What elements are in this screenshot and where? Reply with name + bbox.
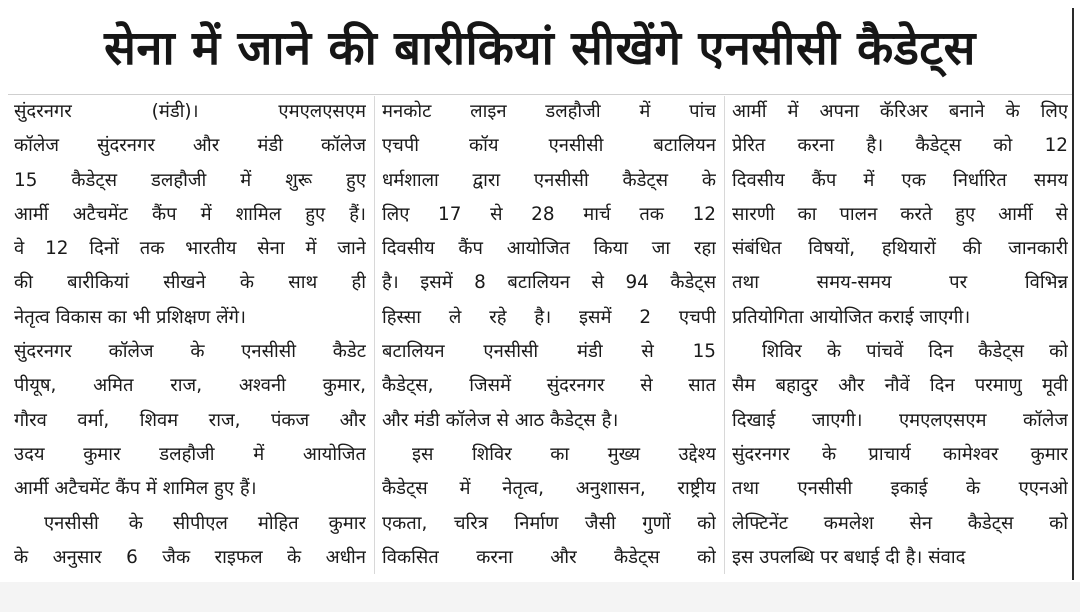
text-line: नेतृत्व विकास का भी प्रशिक्षण लेंगे। xyxy=(14,306,246,328)
article-column-3 xyxy=(732,95,1068,575)
headline: सेना में जाने की बारीकियां सीखेंगे एनसीसी कैडेट्स xyxy=(104,21,976,76)
article-column-1 xyxy=(14,95,366,575)
text-line: सुंदरनगर के प्राचार्य कामेश्वर कुमार xyxy=(732,443,1068,465)
bottom-margin xyxy=(0,582,1080,612)
text-line: के अनुसार 6 जैक राइफल के अधीन xyxy=(14,546,366,568)
text-line: लेफ्टिनेंट कमलेश सेन कैडेट्स को xyxy=(732,512,1068,534)
text-line: लिए 17 से 28 मार्च तक 12 xyxy=(382,203,716,225)
text-line: प्रतियोगिता आयोजित कराई जाएगी। xyxy=(732,306,971,328)
text-line: शिविर के पांचवें दिन कैडेट्स को xyxy=(762,341,1068,363)
text-line: उदय कुमार डलहौजी में आयोजित xyxy=(14,443,366,465)
text-line: सुंदरनगर कॉलेज के एनसीसी कैडेट xyxy=(14,341,366,363)
text-line: गौरव वर्मा, शिवम राज, पंकज और xyxy=(14,409,366,431)
text-line: संबंधित विषयों, हथियारों की जानकारी xyxy=(732,238,1068,260)
text-line: तथा समय-समय पर विभिन्न xyxy=(732,272,1068,294)
article-column-2 xyxy=(382,95,716,575)
text-line: धर्मशाला द्वारा एनसीसी कैडेट्स के xyxy=(382,169,716,191)
text-line: सैम बहादुर और नौवें दिन परमाणु मूवी xyxy=(732,375,1068,397)
text-line: कॉलेज सुंदरनगर और मंडी कॉलेज xyxy=(14,135,366,157)
text-line: आर्मी अटैचमेंट कैंप में शामिल हुए हैं। xyxy=(14,203,366,225)
text-line: है। इसमें 8 बटालियन से 94 कैडेट्स xyxy=(382,272,716,294)
text-line: सारणी का पालन करते हुए आर्मी से xyxy=(732,203,1068,225)
text-line: प्रेरित करना है। कैडेट्स को 12 xyxy=(732,135,1068,157)
text-line: एकता, चरित्र निर्माण जैसी गुणों को xyxy=(382,512,716,534)
text-line: हिस्सा ले रहे है। इसमें 2 एचपी xyxy=(382,306,716,328)
text-line: एचपी कॉय एनसीसी बटालियन xyxy=(382,135,716,157)
text-line: सुंदरनगर (मंडी)। एमएलएसएम xyxy=(14,101,366,122)
text-line: आर्मी में अपना कॅरिअर बनाने के लिए xyxy=(732,101,1068,122)
column-divider xyxy=(374,96,375,574)
text-line: दिवसीय कैंप आयोजित किया जा रहा xyxy=(382,238,716,260)
text-line: इस शिविर का मुख्य उद्देश्य xyxy=(412,443,716,465)
text-line: दिवसीय कैंप में एक निर्धारित समय xyxy=(732,169,1068,191)
text-line: तथा एनसीसी इकाई के एएनओ xyxy=(732,478,1068,500)
text-line: की बारीकियां सीखने के साथ ही xyxy=(14,272,366,294)
text-line: इस उपलब्धि पर बधाई दी है। संवाद xyxy=(732,546,966,568)
text-line: आर्मी अटैचमेंट कैंप में शामिल हुए हैं। xyxy=(14,478,257,500)
text-line: वे 12 दिनों तक भारतीय सेना में जाने xyxy=(14,238,366,260)
text-line: मनकोट लाइन डलहौजी में पांच xyxy=(382,101,716,122)
column-divider xyxy=(724,96,725,574)
page-edge-rule xyxy=(1072,8,1074,580)
text-line: 15 कैडेट्स डलहौजी में शुरू हुए xyxy=(14,169,366,191)
text-line: विकसित करना और कैडेट्स को xyxy=(382,546,716,568)
text-line: पीयूष, अमित राज, अश्वनी कुमार, xyxy=(14,375,366,397)
text-line: बटालियन एनसीसी मंडी से 15 xyxy=(382,341,716,363)
text-line: एनसीसी के सीपीएल मोहित कुमार xyxy=(44,512,366,534)
text-line: कैडेट्स, जिसमें सुंदरनगर से सात xyxy=(382,375,716,397)
text-line: और मंडी कॉलेज से आठ कैडेट्स है। xyxy=(382,409,619,431)
text-line: कैडेट्स में नेतृत्व, अनुशासन, राष्ट्रीय xyxy=(382,478,716,500)
text-line: दिखाई जाएगी। एमएलएसएम कॉलेज xyxy=(732,409,1068,431)
